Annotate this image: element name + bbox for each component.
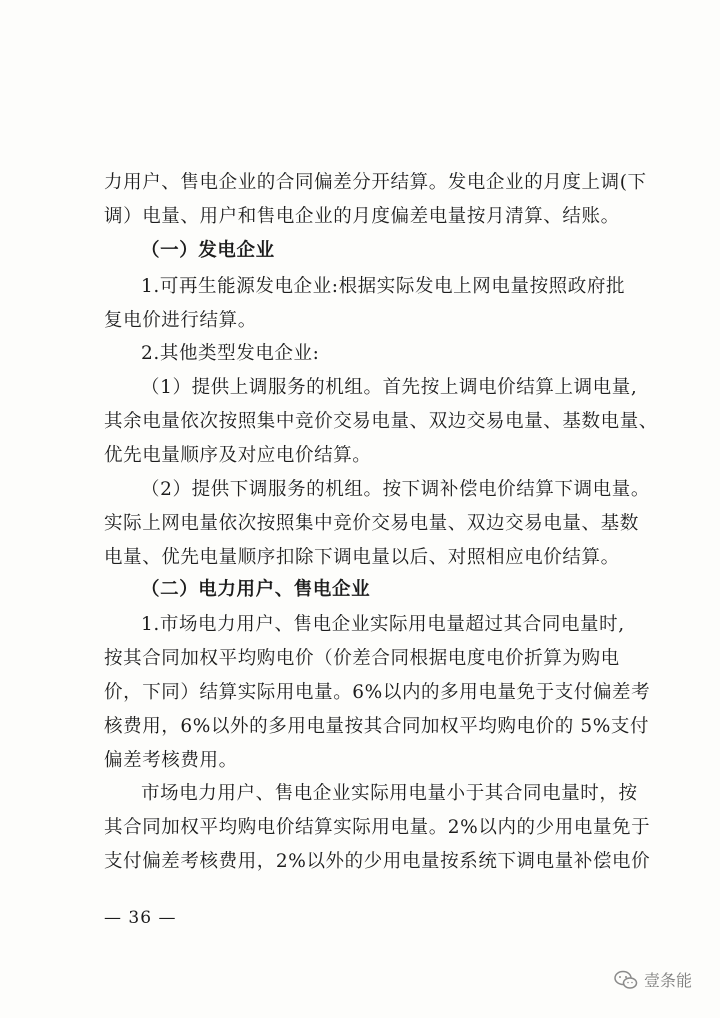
text-line: 偏差考核费用。	[104, 750, 238, 771]
text-line: 价，下同）结算实际用电量。6%以内的多用电量免于支付偏差考	[104, 682, 651, 703]
text-line: 核费用，6%以外的多用电量按其合同加权平均购电价的 5%支付	[104, 716, 650, 737]
paragraph	[104, 777, 651, 879]
paragraph	[104, 270, 634, 338]
text-line: 按其合同加权平均购电价（价差合同根据电度电价折算为购电	[104, 648, 620, 669]
page-number: — 36 —	[104, 908, 177, 928]
text-line: 市场电力用户、售电企业实际用电量小于其合同电量时，按	[141, 783, 638, 804]
text-line: 1.可再生能源发电企业:根据实际发电上网电量按照政府批	[141, 276, 626, 297]
text-line: 其合同加权平均购电价结算实际用电量。2%以内的少用电量免于	[104, 817, 651, 838]
text-line: 2.其他类型发电企业:	[141, 343, 320, 364]
text-line: 实际上网电量依次按照集中竞价交易电量、双边交易电量、基数	[104, 513, 639, 534]
text-line: （1）提供上调服务的机组。首先按上调电价结算上调电量,	[141, 377, 638, 398]
section-heading: （二）电力用户、售电企业	[141, 579, 371, 600]
section-heading: （一）发电企业	[141, 240, 275, 261]
text-line: 电量、优先电量顺序扣除下调电量以后、对照相应电价结算。	[104, 547, 620, 568]
text-line: 支付偏差考核费用，2%以外的少用电量按系统下调电量补偿电价	[104, 851, 651, 872]
text-line: 优先电量顺序及对应电价结算。	[104, 445, 372, 466]
paragraph	[104, 608, 651, 778]
paragraph	[104, 166, 647, 234]
watermark	[614, 968, 692, 991]
paragraph	[104, 371, 658, 473]
text-line: （2）提供下调服务的机组。按下调补偿电价结算下调电量。	[141, 479, 650, 500]
paragraph	[104, 473, 650, 575]
text-line: 复电价进行结算。	[104, 310, 257, 331]
watermark-text: 壹条能	[643, 971, 692, 990]
paragraph	[104, 337, 634, 371]
text-line: 力用户、售电企业的合同偏差分开结算。发电企业的月度上调(下	[104, 172, 647, 193]
text-line: 1.市场电力用户、售电企业实际用电量超过其合同电量时,	[141, 614, 625, 635]
text-line: 调）电量、用户和售电企业的月度偏差电量按月清算、结账。	[104, 206, 620, 227]
wechat-icon	[614, 970, 638, 990]
text-line: 其余电量依次按照集中竞价交易电量、双边交易电量、基数电量、	[104, 411, 658, 432]
